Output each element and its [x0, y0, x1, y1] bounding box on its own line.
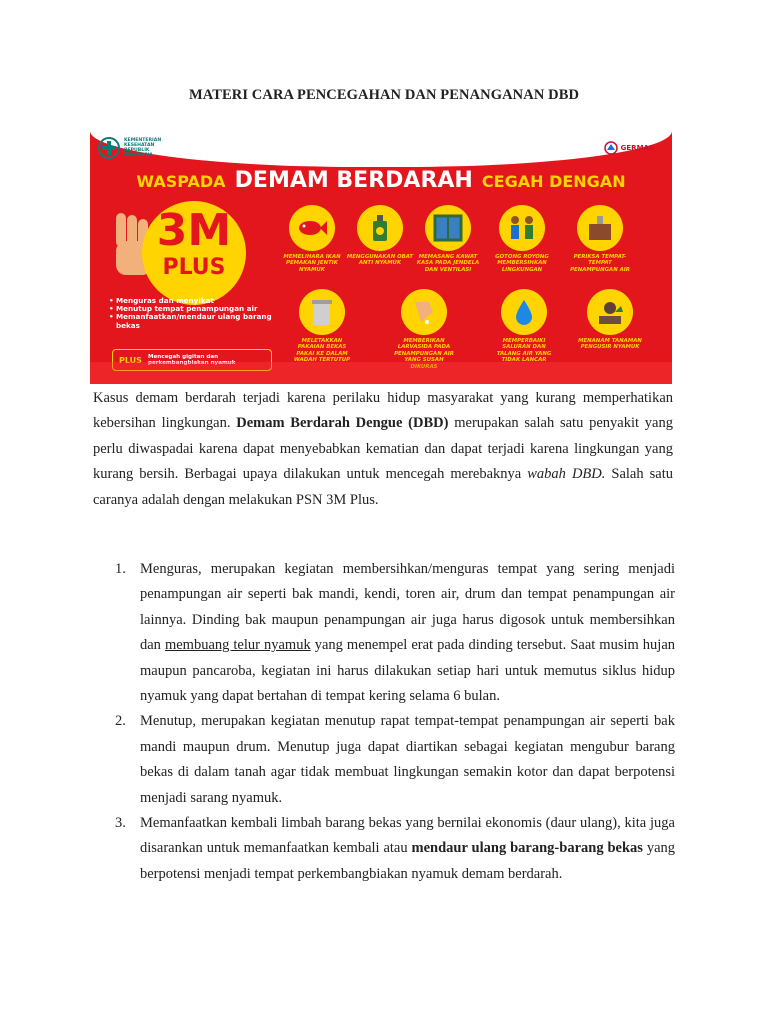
water-drop-icon [501, 289, 547, 335]
step-text: yang menempel erat pada dinding tersebut. Saat musim hujan maupun pancaroba, kegiatan ini harus dilakukan setiap hari untuk memutus siklus hidup nyamuk yang dapat bertahan di tempat kering selama 6 bulan. [140, 637, 676, 705]
item-caption: MEMBERIKAN LARVASIDA PADA PENAMPUNGAN AIR YANG SUSAH DIKURAS [394, 338, 454, 370]
headline-prefix: WASPADA [136, 172, 226, 191]
plus-text: Mencegah gigitan dan perkembangbiakan nyamuk [147, 353, 236, 366]
item-caption: MEMPERBAIKI SALURAN DAN TALANG AIR YANG TIDAK LANCAR [496, 338, 552, 364]
document-title: MATERI CARA PENCEGAHAN DAN PENANGANAN DBD [188, 87, 580, 103]
item-caption: GOTONG ROYONG MEMBERSIHKAN LINGKUNGAN [495, 254, 549, 273]
dbd-poster [90, 131, 672, 384]
list-number: 2. [115, 713, 126, 730]
item-caption: PERIKSA TEMPAT-TEMPAT PENAMPUNGAN AIR [570, 254, 630, 273]
germas-text: GERMAS [620, 144, 654, 152]
badge-plus: PLUS [162, 255, 226, 280]
intro-paragraph [93, 386, 673, 513]
headline-suffix: CEGAH DENGAN [481, 172, 626, 191]
item-caption: MENANAM TANAMAN PENGUSIR NYAMUK [578, 338, 642, 351]
step-text: Menutup, merupakan kegiatan menutup rapat tempat-tempat penampungan air seperti bak mandi maupun drum. Menutup juga dapat diartikan sebagai kegiatan mengubur barang bekas di dalam tanah agar tidak membuat lingkungan semakin kotor dan dapat berpotensi menjadi sarang nyamuk. [140, 713, 675, 806]
bullet-item: • Menguras dan menyikat [108, 297, 286, 305]
step-text: Menguras, merupakan kegiatan membersihkan/menguras tempat yang sering menjadi penampungan air seperti bak mandi, kendi, toren air, drum dan tempat penampungan air lainnya. Dinding bak maupun penampungan air juga harus digosok untuk membersihkan dan [140, 561, 675, 654]
larvicide-hand-icon [401, 289, 447, 335]
ministry-logo [98, 137, 172, 159]
plus-label: PLUS [119, 355, 142, 365]
germas-icon [604, 141, 618, 155]
poster-top-band [90, 131, 672, 167]
item-caption: MEMASANG KAWAT KASA PADA JENDELA DAN VENTILASI [416, 254, 480, 273]
intro-text-3: Salah satu caranya adalah dengan melakukan PSN 3M Plus. [93, 466, 673, 508]
ministry-name: KEMENTERIAN KESEHATAN REPUBLIK INDONESIA [124, 138, 162, 158]
list-item [93, 709, 675, 811]
poster-bottom-band [90, 362, 672, 384]
item-repellent [346, 205, 414, 267]
steps-list [93, 557, 675, 887]
item-community-cleanup [488, 205, 556, 273]
headline-main: DEMAM BERDARAH [234, 168, 473, 193]
step-underlined-text: membuang telur nyamuk [164, 637, 311, 654]
item-caption: MEMELIHARA IKAN PEMAKAN JENTIK NYAMUK [283, 254, 341, 273]
intro-italic-term: wabah DBD. [527, 466, 606, 483]
step-text: Memanfaatkan kembali limbah barang bekas yang bernilai ekonomis (daur ulang), kita juga disarankan untuk memanfaatkan kembali atau [140, 815, 675, 857]
ministry-emblem-icon [98, 137, 120, 159]
list-item [93, 811, 675, 887]
water-container-icon [577, 205, 623, 251]
bullet-item: • Menutup tempat penampungan air [108, 305, 286, 313]
planting-icon [587, 289, 633, 335]
bullet-item: • Memanfaatkan/mendaur ulang barang bekas [108, 313, 286, 329]
item-check-water [566, 205, 634, 273]
bin-icon [299, 289, 345, 335]
item-clothes-bin [288, 289, 356, 364]
poster-headline [90, 168, 672, 193]
3m-bullets [108, 297, 286, 330]
list-item [93, 557, 675, 709]
item-larvicide [390, 289, 458, 370]
intro-text-2: merupakan salah satu penyakit yang perlu diwaspadai karena dapat menyebabkan kematian dan dapat terjadi karena lingkungan yang kurang bersih. Berbagai upaya dilakukan untuk mencegah merebaknya [93, 415, 673, 483]
item-window-screen [414, 205, 482, 273]
item-caption: MELETAKKAN PAKAIAN BEKAS PAKAI KE DALAM WADAH TERTUTUP [293, 338, 351, 364]
item-drain [490, 289, 558, 364]
window-screen-icon [425, 205, 471, 251]
list-number: 1. [115, 561, 126, 577]
item-fish [278, 205, 346, 273]
repellent-spray-icon [357, 205, 403, 251]
item-plants [576, 289, 644, 351]
list-number: 3. [115, 815, 126, 832]
step-text: yang berpotensi menjadi tempat perkembangbiakan nyamuk demam berdarah. [140, 840, 676, 882]
item-caption: MENGGUNAKAN OBAT ANTI NYAMUK [346, 254, 414, 267]
intro-bold-term: Demam Berdarah Dengue (DBD) [236, 415, 449, 432]
people-cleaning-icon [499, 205, 545, 251]
badge-3m: 3M [156, 205, 232, 256]
step-bold-text: mendaur ulang barang-barang bekas [411, 840, 643, 857]
fish-icon [289, 205, 335, 251]
germas-logo [604, 141, 654, 155]
intro-text-1: Kasus demam berdarah terjadi karena perilaku hidup masyarakat yang kurang memperhatikan kebersihan lingkungan. [93, 390, 673, 432]
